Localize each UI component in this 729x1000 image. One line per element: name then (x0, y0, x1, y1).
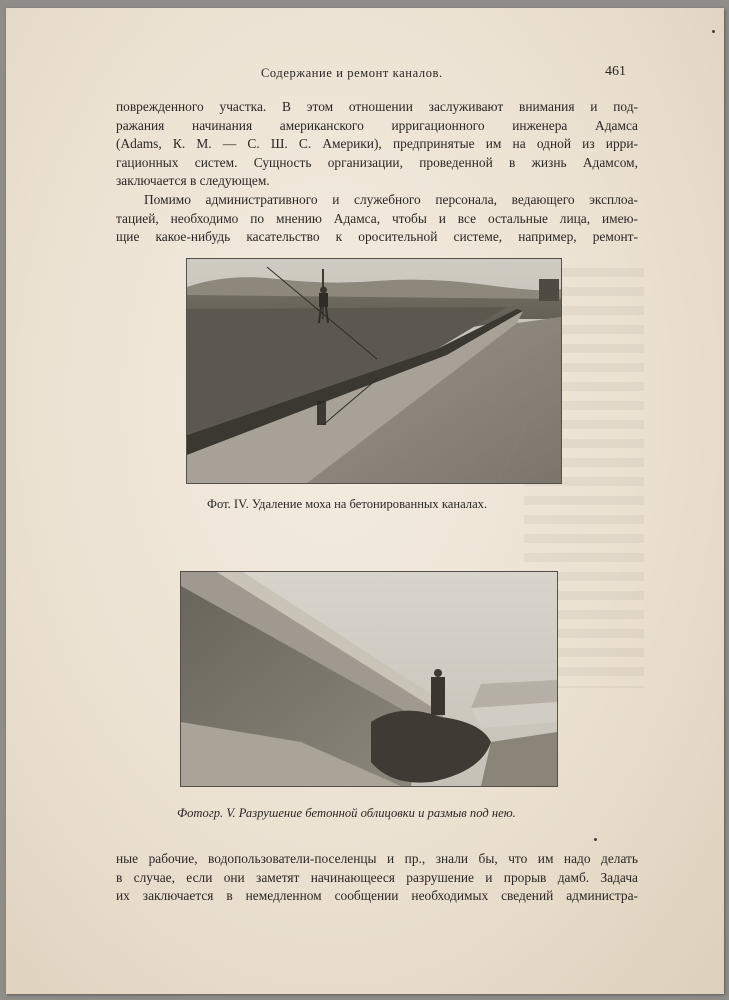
text-line: Помимо административного и служебного персонала, ведающего эксплоа- (144, 191, 638, 207)
paper-speck (712, 30, 715, 33)
photo-4-caption: Фот. IV. Удаление моха на бетонированных каналах. (207, 497, 488, 511)
text-line: заключается в следующем. (116, 173, 270, 189)
running-head: Содержание и ремонт каналов. (261, 66, 443, 80)
photo-concrete-lining-damage (180, 571, 558, 787)
book-page (6, 8, 724, 994)
text-line: тацией, необходимо по мнению Адамса, чтобы и все остальные лица, имею- (116, 210, 638, 226)
text-line: щие какое-нибудь касательство к оросительной системе, например, ремонт- (116, 229, 638, 245)
text-line: ные рабочие, водопользователи-поселенцы и пр., знали бы, что им надо делать (116, 851, 638, 866)
text-line: в случае, если они заметят начинающееся разрушение и прорыв дамб. Задача (116, 869, 638, 885)
page-number: 461 (605, 64, 626, 79)
body-text-top (116, 98, 638, 247)
text-line: (Adams, К. М. — С. Ш. С. Америки), предпринятые им на одной из ирри- (116, 136, 638, 152)
text-line: ражания начинания американского ирригационного инженера Адамса (116, 117, 638, 133)
photo-5-caption: Фотогр. V. Разрушение бетонной облицовки и размыв под нею. (177, 806, 516, 820)
body-text-bottom (116, 850, 638, 906)
text-line: гационных систем. Сущность организации, проведенной в жизнь Адамсом, (116, 154, 638, 170)
text-line: их заключается в немедленном сообщении необходимых сведений администра- (116, 888, 638, 904)
photo-canal-moss-removal (186, 258, 562, 484)
paper-speck (594, 838, 597, 841)
text-line: поврежденного участка. В этом отношении заслуживают внимания и под- (116, 99, 638, 114)
